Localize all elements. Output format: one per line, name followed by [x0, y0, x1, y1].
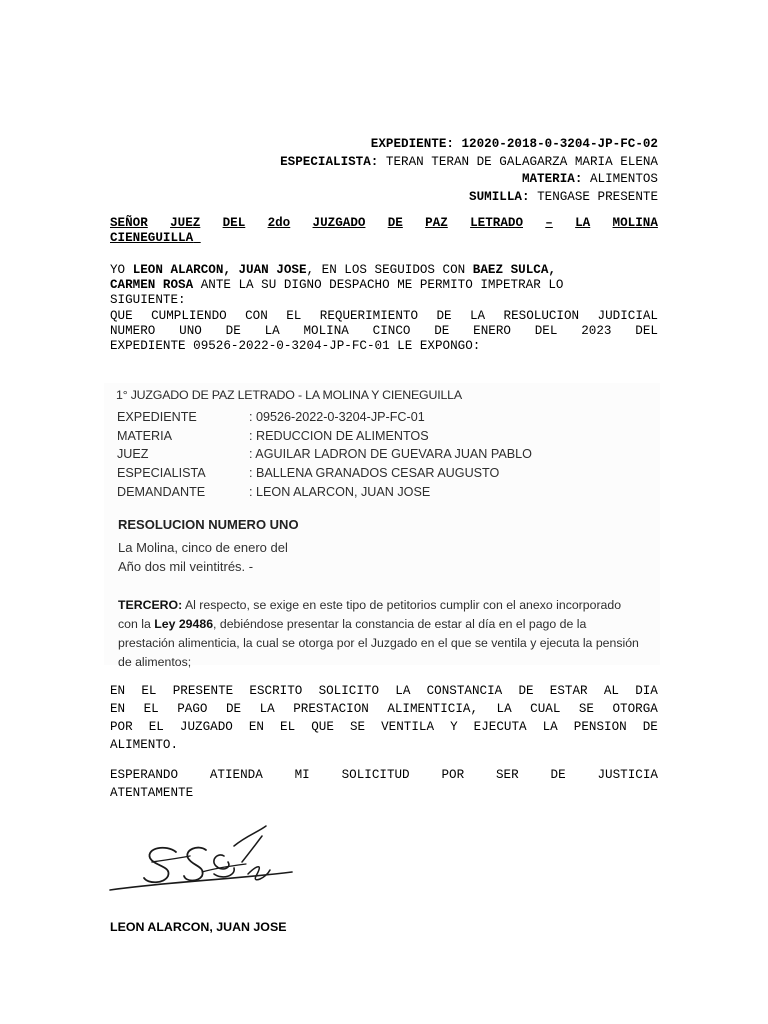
intro-line-5 [110, 324, 658, 339]
intro-paragraph [110, 263, 658, 354]
handwritten-signature [106, 822, 296, 904]
word: EN [248, 720, 264, 734]
especialista-value: TERAN TERAN DE GALAGARZA MARIA ELENA [385, 154, 658, 169]
word: DEL [534, 323, 558, 338]
word: JUDICIAL [597, 308, 658, 323]
detail-value: : AGUILAR LADRON DE GUEVARA JUAN PABLO [249, 447, 532, 462]
word: MOLINA [303, 323, 349, 338]
address-word: JUZGADO [312, 216, 366, 230]
intro-line-2: CARMEN ROSA ANTE LA SU DIGNO DESPACHO ME PERMITO IMPETRAR LO [110, 278, 564, 293]
request-line-1 [110, 682, 658, 700]
word: REQUERIMIENTO [319, 308, 419, 323]
petitioner-name: LEON ALARCON, JUAN JOSE [132, 263, 307, 277]
word: CINCO [372, 323, 411, 338]
word: PENSION [573, 720, 627, 734]
especialista-line [280, 154, 658, 172]
word: NUMERO [110, 323, 156, 338]
materia-line [280, 171, 658, 189]
expediente-label: EXPEDIENTE: [370, 137, 454, 151]
expediente-value: 12020-2018-0-3204-JP-FC-02 [461, 137, 658, 151]
case-detail-row [117, 427, 532, 446]
resolution-excerpt-image [104, 383, 660, 669]
case-detail-row [117, 445, 532, 464]
case-detail-row [117, 464, 532, 483]
word: EL [143, 702, 159, 716]
resolution-title: RESOLUCION NUMERO UNO [118, 517, 299, 532]
word: MI [294, 768, 310, 782]
address-word: – [545, 216, 553, 230]
detail-label: EXPEDIENTE [117, 410, 197, 425]
word: LA [264, 323, 280, 338]
word: LA [496, 702, 512, 716]
detail-label: ESPECIALISTA [117, 466, 206, 481]
detail-value: : BALLENA GRANADOS CESAR AUGUSTO [249, 466, 500, 481]
word: OTORGA [612, 702, 658, 716]
sumilla-line [280, 189, 658, 207]
address-line-2: CIENEGUILLA [110, 231, 194, 245]
word: SER [496, 768, 519, 782]
word: DE [642, 720, 658, 734]
case-detail-row [117, 408, 532, 427]
word: CUMPLIENDO [151, 308, 227, 323]
word: RESOLUCION [503, 308, 580, 323]
word: PRESTACION [293, 702, 369, 716]
resolution-date: La Molina, cinco de enero del Año dos mil veintitrés. - [118, 540, 288, 574]
word: LA [542, 720, 558, 734]
address-word: DEL [222, 216, 246, 230]
court-name: 1° JUZGADO DE PAZ LETRADO - LA MOLINA Y CIENEGUILLA [116, 388, 462, 402]
intro-line-6: EXPEDIENTE 09526-2022-0-3204-JP-FC-01 LE EXPONGO: [110, 339, 481, 354]
word: SOLICITUD [341, 768, 410, 782]
word: ESPERANDO [110, 768, 179, 782]
detail-value: : 09526-2022-0-3204-JP-FC-01 [249, 410, 425, 425]
word: UNO [179, 323, 202, 338]
word: LA [469, 308, 486, 323]
address-word: DE [387, 216, 403, 230]
word: EL [286, 308, 302, 323]
word: DE [225, 702, 242, 716]
word: SOLICITO [318, 684, 380, 698]
word: DE [225, 323, 241, 338]
address-word: SEÑOR [110, 216, 148, 230]
request-line-2 [110, 700, 658, 718]
intro-line-1: YO LEON ALARCON, JUAN JOSE, EN LOS SEGUIDOS CON BAEZ SULCA, [110, 263, 556, 277]
especialista-label: ESPECIALISTA: [280, 154, 379, 169]
word: VENTILA [381, 720, 435, 734]
word: LA [259, 702, 275, 716]
address-word: JUEZ [170, 216, 201, 230]
word: QUE [110, 308, 133, 323]
materia-value: ALIMENTOS [589, 172, 658, 186]
detail-label: JUEZ [117, 447, 149, 462]
word: EL [141, 684, 157, 698]
word: 2023 [581, 323, 612, 338]
word: CONSTANCIA [426, 684, 503, 698]
word: EN [110, 702, 126, 716]
address-word: PAZ [425, 216, 448, 230]
address-word: MOLINA [612, 216, 658, 230]
materia-label: MATERIA: [521, 172, 583, 186]
word: EN [110, 684, 126, 698]
tercero-paragraph: TERCERO: Al respecto, se exige en este tipo de petitorios cumplir con el anexo incorporado con la Ley 29486, debiéndose presentar la constancia de estar al día en el pago de la prestación alimenticia, la cual se otorga por el Juzgado en el que se ventila y ejecuta la pensión de alimentos; [118, 598, 639, 669]
closing-line-2: ATENTAMENTE [110, 786, 194, 800]
sumilla-label: SUMILLA: [469, 189, 530, 204]
word: POR [110, 720, 133, 734]
party-name: BAEZ SULCA, [472, 263, 556, 277]
case-header [280, 136, 658, 206]
request-line-3 [110, 718, 658, 736]
address-word: LA [575, 216, 591, 230]
word: PAGO [177, 702, 208, 716]
word: DE [550, 768, 566, 782]
word: DIA [635, 684, 658, 698]
detail-label: MATERIA [117, 428, 173, 443]
word: QUE [311, 720, 334, 734]
intro-line-3: SIGUIENTE: [110, 293, 186, 308]
signer-name: LEON ALARCON, JUAN JOSE [110, 920, 287, 934]
address-line-1 [110, 216, 658, 231]
detail-value: : LEON ALARCON, JUAN JOSE [249, 484, 431, 499]
expediente-line [280, 136, 658, 154]
intro-line-4 [110, 309, 658, 324]
closing-paragraph [110, 766, 658, 802]
word: EL [148, 720, 164, 734]
word: DE [518, 684, 534, 698]
detail-value: : REDUCCION DE ALIMENTOS [249, 428, 429, 443]
word: POR [441, 768, 465, 782]
word: ENERO [473, 323, 511, 338]
closing-line-1 [110, 766, 658, 784]
word: SE [578, 702, 594, 716]
word: CUAL [530, 702, 561, 716]
sumilla-value: TENGASE PRESENTE [537, 189, 658, 204]
word: Y [450, 720, 458, 734]
tercero-label: TERCERO: [118, 598, 183, 612]
word: ALIMENTICIA, [387, 702, 479, 716]
word: PRESENTE [172, 684, 234, 698]
word: DE [436, 308, 452, 323]
word: DEL [635, 323, 658, 338]
judge-address [110, 216, 658, 246]
word: AL [603, 684, 619, 698]
word: LA [395, 684, 411, 698]
request-line-4: ALIMENTO. [110, 738, 179, 752]
word: ESTAR [549, 684, 588, 698]
word: ATIENDA [209, 768, 263, 782]
case-details-table [117, 408, 532, 501]
case-detail-row [117, 482, 532, 501]
law-reference: Ley 29486 [154, 617, 214, 631]
word: CON [245, 308, 268, 323]
word: EL [280, 720, 296, 734]
party-name-2: CARMEN ROSA [110, 278, 194, 293]
detail-label: DEMANDANTE [117, 484, 206, 499]
address-word: LETRADO [470, 216, 523, 230]
word: DE [434, 323, 450, 338]
word: EJECUTA [473, 720, 527, 734]
word: JUZGADO [179, 720, 233, 734]
word: JUSTICIA [597, 768, 658, 782]
word: SE [349, 720, 366, 734]
word: ESCRITO [249, 684, 303, 698]
request-paragraph [110, 682, 658, 754]
address-word: 2do [267, 216, 291, 230]
